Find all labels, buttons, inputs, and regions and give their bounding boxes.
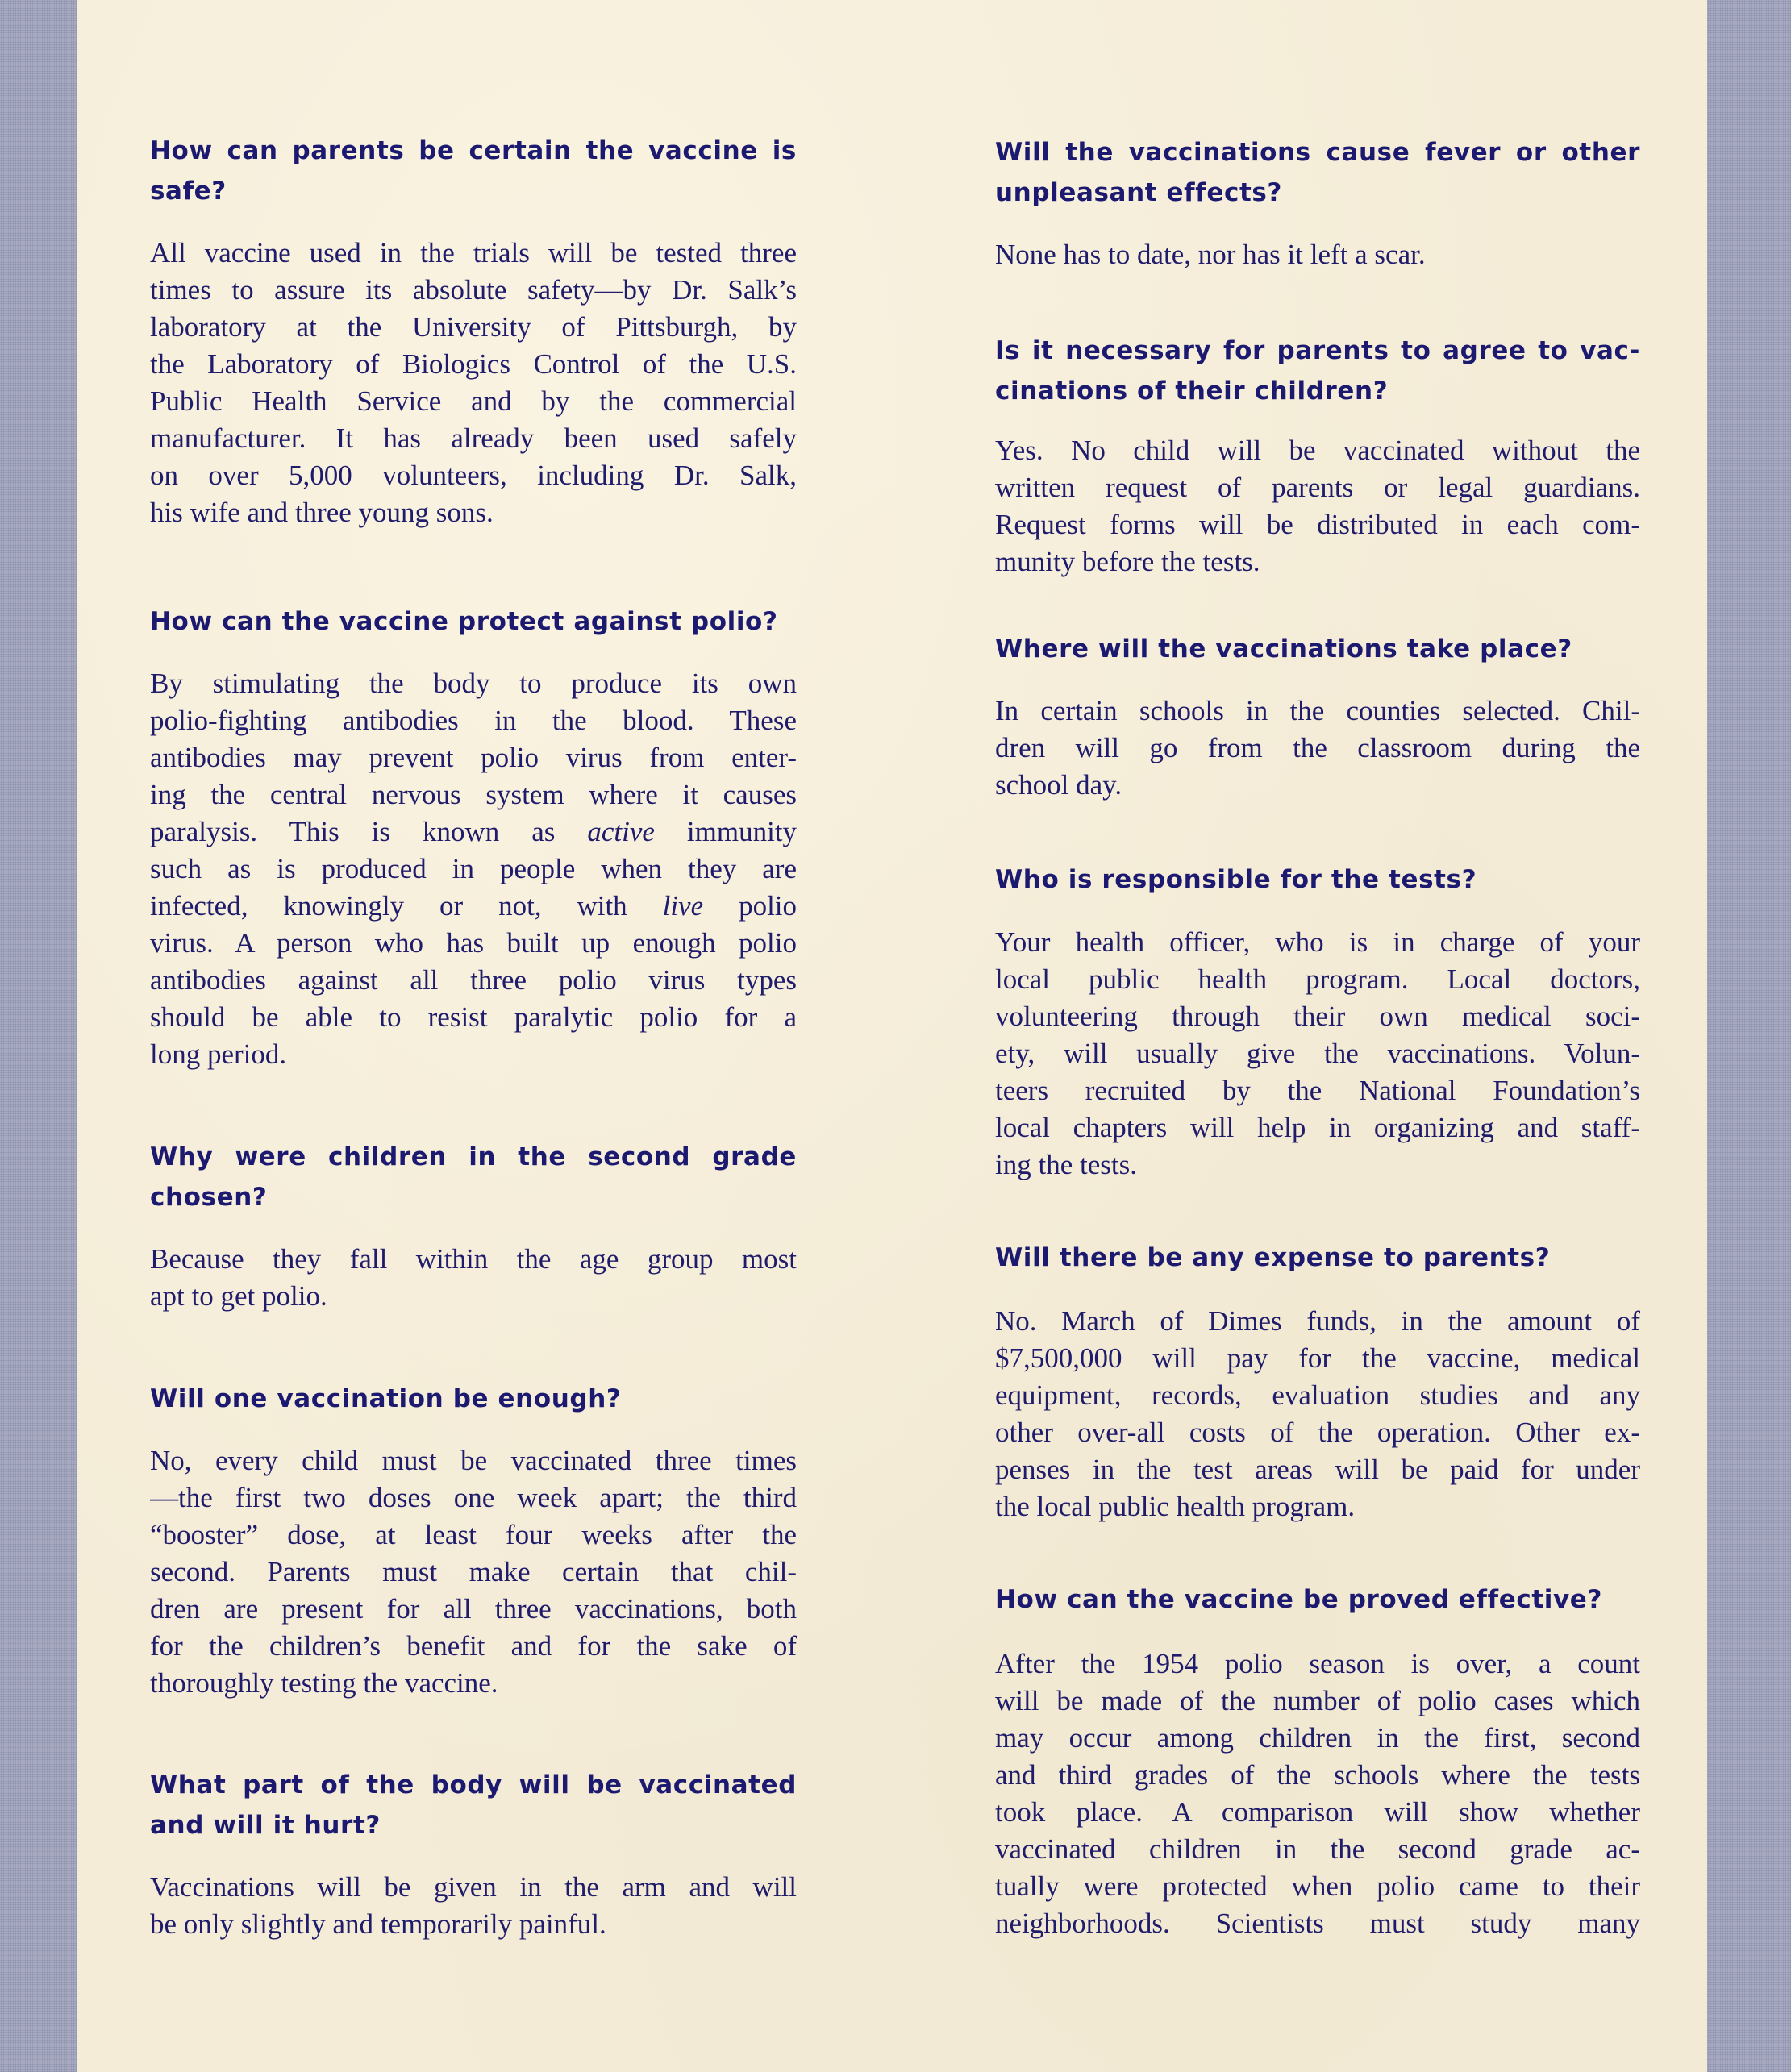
- text-fragment: infected, knowingly or not, with: [150, 890, 627, 922]
- question-heading: [150, 1379, 797, 1419]
- heading-line: How can the vaccine protect against polio?: [150, 607, 778, 636]
- question-heading: [150, 1765, 797, 1845]
- text-line: manufacturer. It has already been used safely: [150, 422, 797, 454]
- answer-paragraph: [150, 1442, 797, 1702]
- heading-line: and will it hurt?: [150, 1811, 381, 1840]
- text-line: school day.: [995, 769, 1122, 801]
- heading-line: Will there be any expense to parents?: [995, 1243, 1551, 1272]
- text-line: polio-fighting antibodies in the blood. These: [150, 705, 797, 736]
- text-line: penses in the test areas will be paid for under: [995, 1454, 1640, 1485]
- text-line: After the 1954 polio season is over, a count: [995, 1648, 1640, 1679]
- text-line: and third grades of the schools where the tests: [995, 1759, 1640, 1791]
- italic-term-active: active: [587, 816, 655, 847]
- heading-line: unpleasant effects?: [995, 178, 1283, 207]
- text-line: [150, 888, 797, 925]
- question-heading: [150, 131, 797, 211]
- text-line: written request of parents or legal guardians.: [995, 472, 1640, 503]
- text-line: laboratory at the University of Pittsburgh, by: [150, 311, 797, 343]
- text-line: ing the tests.: [995, 1149, 1137, 1180]
- question-heading: [995, 629, 1640, 669]
- text-line: took place. A comparison will show whether: [995, 1796, 1640, 1828]
- text-line: vaccinated children in the second grade ac-: [995, 1833, 1640, 1865]
- heading-line: Where will the vaccinations take place?: [995, 634, 1572, 664]
- text-line: apt to get polio.: [150, 1280, 327, 1312]
- answer-paragraph: [995, 432, 1640, 580]
- text-line: for the children’s benefit and for the sake of: [150, 1630, 797, 1662]
- text-line: No, every child must be vaccinated three times: [150, 1445, 797, 1476]
- text-line: teers recruited by the National Foundation’s: [995, 1075, 1640, 1106]
- text-line: antibodies may prevent polio virus from enter-: [150, 742, 797, 773]
- text-line: dren will go from the classroom during the: [995, 732, 1640, 763]
- text-line: None has to date, nor has it left a scar.: [995, 239, 1426, 270]
- text-line: long period.: [150, 1038, 287, 1070]
- italic-term-live: live: [662, 890, 704, 922]
- text-line: his wife and three young sons.: [150, 497, 494, 528]
- text-line: the Laboratory of Biologics Control of the U.S.: [150, 348, 797, 380]
- text-line: may occur among children in the first, second: [995, 1722, 1640, 1754]
- heading-line: Who is responsible for the tests?: [995, 865, 1477, 894]
- heading-line: How can the vaccine be proved effective?: [995, 1585, 1602, 1614]
- answer-paragraph: [150, 665, 797, 1073]
- text-line: No. March of Dimes funds, in the amount of: [995, 1305, 1640, 1337]
- right-page-border: [1707, 0, 1791, 2072]
- text-line: $7,500,000 will pay for the vaccine, medical: [995, 1342, 1640, 1374]
- text-line: volunteering through their own medical soci-: [995, 1001, 1640, 1032]
- answer-paragraph: [150, 1869, 797, 1943]
- text-line: Your health officer, who is in charge of your: [995, 926, 1640, 958]
- question-heading: [150, 1137, 797, 1217]
- text-line: times to assure its absolute safety—by Dr. Salk’s: [150, 274, 797, 306]
- heading-line: chosen?: [150, 1183, 268, 1212]
- question-heading: [995, 859, 1640, 900]
- text-line: other over-all costs of the operation. Other ex-: [995, 1417, 1640, 1448]
- left-page-border: [0, 0, 77, 2072]
- text-line: the local public health program.: [995, 1491, 1356, 1522]
- text-fragment: paralysis. This is known as: [150, 816, 556, 847]
- text-line: Vaccinations will be given in the arm and will: [150, 1871, 797, 1903]
- question-heading: [150, 601, 797, 642]
- text-line: equipment, records, evaluation studies and any: [995, 1379, 1640, 1411]
- text-line: should be able to resist paralytic polio for a: [150, 1001, 797, 1033]
- text-line: thoroughly testing the vaccine.: [150, 1667, 498, 1699]
- question-heading: [995, 331, 1640, 411]
- heading-line: Why were children in the second grade: [150, 1142, 797, 1171]
- text-fragment: polio: [739, 890, 797, 922]
- question-heading: [995, 1238, 1640, 1278]
- text-line: virus. A person who has built up enough polio: [150, 927, 797, 959]
- text-line: By stimulating the body to produce its own: [150, 668, 797, 699]
- text-line: neighborhoods. Scientists must study many: [995, 1908, 1640, 1939]
- heading-line: Will the vaccinations cause fever or other: [995, 138, 1640, 167]
- text-fragment: immunity: [686, 816, 797, 847]
- question-heading: [995, 132, 1640, 213]
- answer-paragraph: [995, 1646, 1640, 1942]
- text-line: ety, will usually give the vaccinations. Volun-: [995, 1038, 1640, 1069]
- text-line: Public Health Service and by the commercial: [150, 385, 797, 417]
- text-line: antibodies against all three polio virus types: [150, 964, 797, 996]
- answer-paragraph: [150, 235, 797, 531]
- text-line: local public health program. Local doctors,: [995, 963, 1640, 995]
- text-line: will be made of the number of polio cases which: [995, 1685, 1640, 1716]
- text-line: dren are present for all three vaccinations, both: [150, 1593, 797, 1625]
- heading-line: What part of the body will be vaccinated: [150, 1770, 797, 1799]
- text-line: local chapters will help in organizing and staff-: [995, 1112, 1640, 1143]
- text-line: Yes. No child will be vaccinated without the: [995, 435, 1640, 466]
- text-line: In certain schools in the counties selected. Chil-: [995, 695, 1640, 726]
- text-line: —the first two doses one week apart; the third: [150, 1482, 797, 1513]
- text-line: second. Parents must make certain that chil-: [150, 1556, 797, 1587]
- text-line: munity before the tests.: [995, 546, 1260, 577]
- question-heading: [995, 1579, 1640, 1620]
- heading-line: How can parents be certain the vaccine is: [150, 136, 797, 165]
- answer-paragraph: [995, 236, 1640, 273]
- heading-line: Is it necessary for parents to agree to vac-: [995, 336, 1640, 365]
- answer-paragraph: [995, 924, 1640, 1184]
- heading-line: safe?: [150, 177, 227, 206]
- text-line: All vaccine used in the trials will be tested three: [150, 237, 797, 268]
- text-line: on over 5,000 volunteers, including Dr. Salk,: [150, 460, 797, 491]
- answer-paragraph: [995, 1303, 1640, 1525]
- answer-paragraph: [995, 693, 1640, 804]
- text-line: be only slightly and temporarily painful.: [150, 1908, 606, 1940]
- text-line: ing the central nervous system where it causes: [150, 779, 797, 810]
- heading-line: cinations of their children?: [995, 377, 1389, 406]
- text-line: “booster” dose, at least four weeks after the: [150, 1519, 797, 1550]
- answer-paragraph: [150, 1241, 797, 1315]
- text-line: tually were protected when polio came to their: [995, 1870, 1640, 1902]
- text-line: Request forms will be distributed in each com-: [995, 509, 1640, 540]
- text-line: such as is produced in people when they are: [150, 853, 797, 884]
- text-line: Because they fall within the age group most: [150, 1243, 797, 1275]
- text-line: [150, 813, 797, 851]
- heading-line: Will one vaccination be enough?: [150, 1384, 622, 1413]
